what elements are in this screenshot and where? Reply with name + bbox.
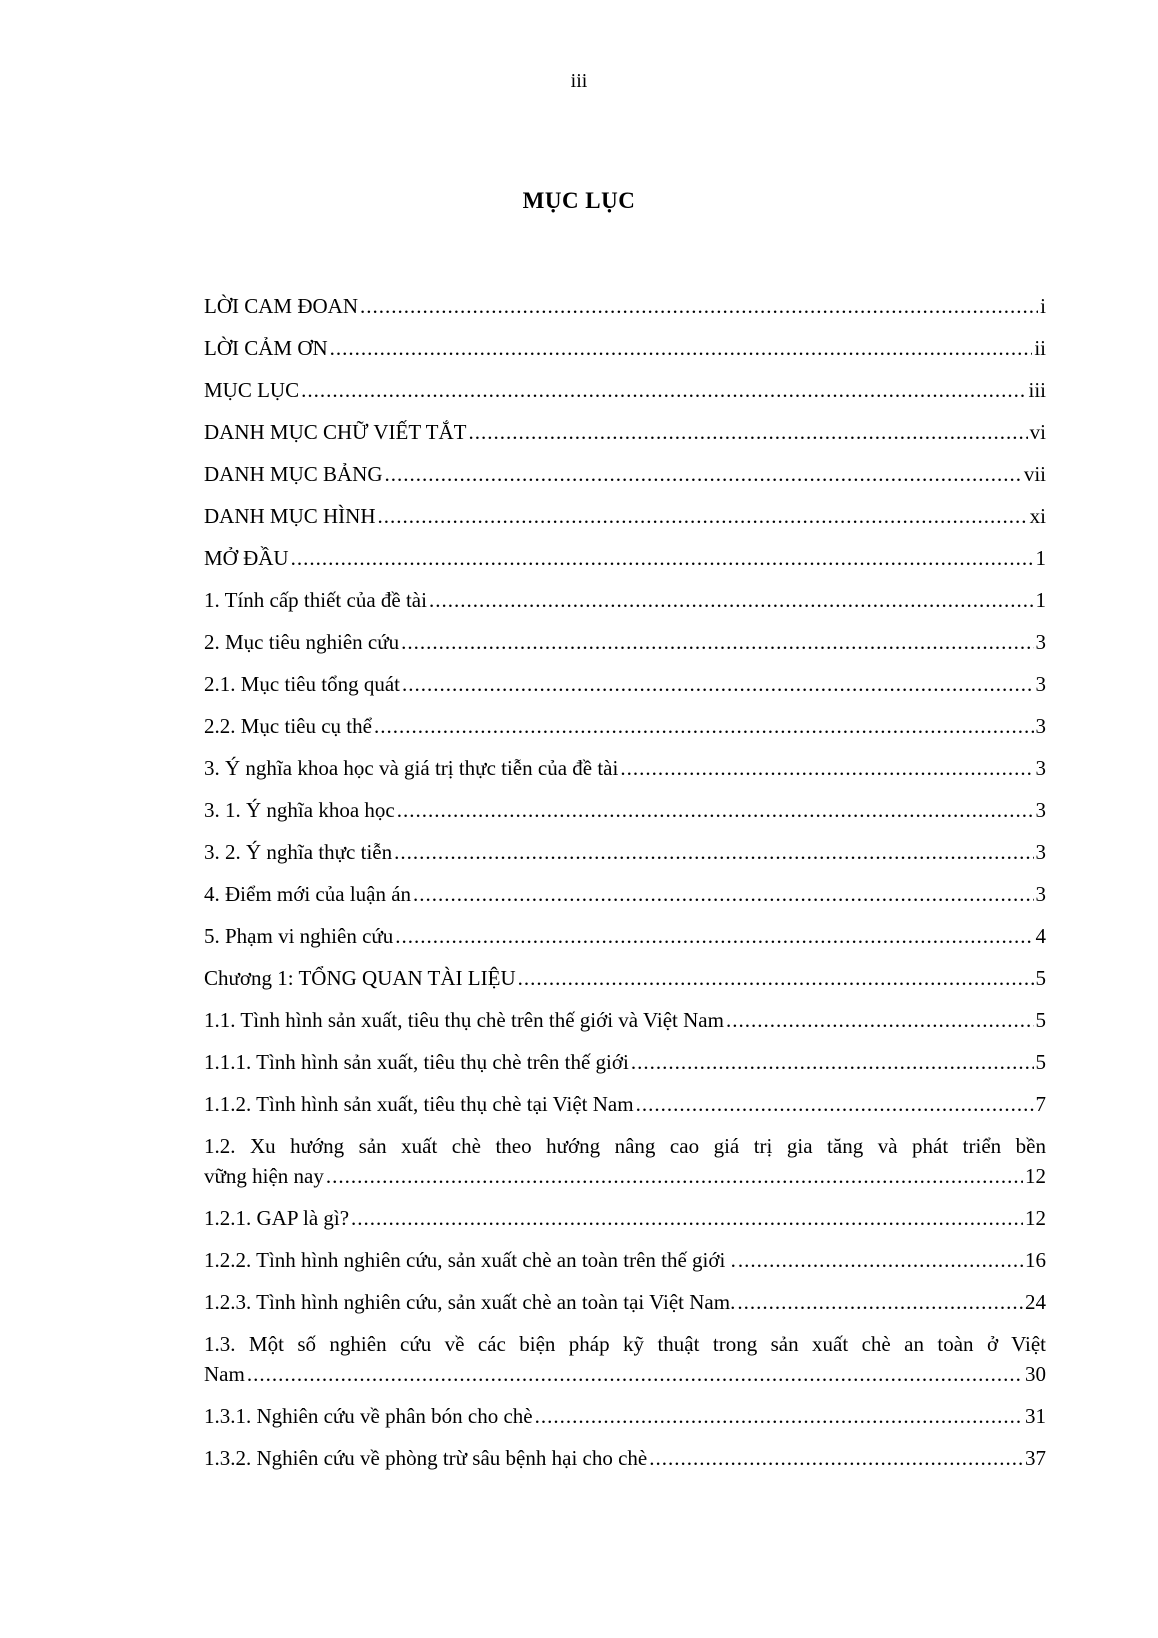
toc-entry[interactable] (204, 621, 1046, 663)
toc-entry-text: MỞ ĐẦU (204, 546, 289, 570)
toc-entry-text: DANH MỤC CHỮ VIẾT TẮT (204, 420, 467, 444)
toc-leader-dots (394, 831, 1033, 873)
toc-entry[interactable] (204, 705, 1046, 747)
toc-entry-text: LỜI CAM ĐOAN (204, 294, 358, 318)
toc-entry-text: Chương 1: TỔNG QUAN TÀI LIỆU (204, 966, 516, 990)
table-of-contents (204, 285, 1046, 1479)
toc-entry[interactable] (204, 1395, 1046, 1437)
toc-entry[interactable] (204, 915, 1046, 957)
toc-entry[interactable] (204, 579, 1046, 621)
toc-entry-text: LỜI CẢM ƠN (204, 336, 328, 360)
toc-entry-text: 1.3.1. Nghiên cứu về phân bón cho chè (204, 1404, 533, 1428)
toc-leader-dots (402, 663, 1034, 705)
toc-entry-text: 4. Điểm mới của luận án (204, 882, 412, 906)
toc-leader-dots (726, 999, 1034, 1041)
toc-entry[interactable] (204, 747, 1046, 789)
toc-entry-page: 3 (1035, 714, 1046, 738)
toc-leader-dots (649, 1437, 1023, 1479)
toc-entry[interactable] (204, 999, 1046, 1041)
toc-entry-page: 3 (1035, 630, 1046, 654)
toc-entry-text: 2.2. Mục tiêu cụ thể (204, 714, 372, 738)
toc-leader-dots (330, 327, 1033, 369)
toc-entry[interactable] (204, 453, 1046, 495)
toc-entry-text-continued: Nam (204, 1362, 245, 1386)
toc-entry-text: 1.2.1. GAP là gì? (204, 1206, 350, 1230)
toc-leader-dots (518, 957, 1034, 999)
toc-entry-text: 2.1. Mục tiêu tổng quát (204, 672, 400, 696)
toc-entry-page: 12 (1025, 1206, 1046, 1230)
toc-entry-page: 7 (1035, 1092, 1046, 1116)
toc-entry-page: 16 (1025, 1248, 1046, 1272)
toc-leader-dots (535, 1395, 1023, 1437)
toc-entry-page: 3 (1035, 840, 1046, 864)
toc-leader-dots (351, 1197, 1023, 1239)
toc-entry-page: 30 (1025, 1362, 1046, 1386)
toc-entry-text: 5. Phạm vi nghiên cứu (204, 924, 394, 948)
toc-leader-dots (429, 579, 1034, 621)
toc-entry[interactable] (204, 1197, 1046, 1239)
toc-entry-text: 2. Mục tiêu nghiên cứu (204, 630, 400, 654)
toc-leader-dots (413, 873, 1033, 915)
toc-entry-text: MỤC LỤC (204, 378, 300, 402)
toc-leader-dots (385, 453, 1022, 495)
toc-entry-page: ii (1034, 336, 1046, 360)
toc-leader-dots (395, 915, 1033, 957)
toc-entry-page: vii (1023, 462, 1046, 486)
toc-entry-page: 12 (1025, 1164, 1046, 1188)
toc-leader-dots (301, 369, 1026, 411)
toc-leader-dots (291, 537, 1034, 579)
toc-entry-page: vi (1029, 420, 1046, 444)
toc-entry-text: 1.3.2. Nghiên cứu về phòng trừ sâu bệnh hại cho chè (204, 1446, 648, 1470)
toc-leader-dots (737, 1281, 1023, 1323)
toc-entry-text: 1. Tính cấp thiết của đề tài (204, 588, 427, 612)
toc-entry-page: 24 (1025, 1290, 1046, 1314)
toc-entry-text: 1.2. Xu hướng sản xuất chè theo hướng nâng cao giá trị gia tăng và phát triển bền (204, 1134, 1046, 1158)
toc-leader-dots (636, 1083, 1034, 1125)
toc-entry[interactable] (204, 1281, 1046, 1323)
toc-entry-text: 1.2.3. Tình hình nghiên cứu, sản xuất chè an toàn tại Việt Nam. (204, 1290, 736, 1314)
toc-entry-text: DANH MỤC BẢNG (204, 462, 383, 486)
toc-entry-page: i (1040, 294, 1046, 318)
toc-entry-page: 37 (1025, 1446, 1046, 1470)
toc-entry-text: 1.2.2. Tình hình nghiên cứu, sản xuất chè an toàn trên thế giới . (204, 1248, 736, 1272)
toc-entry-page: iii (1028, 378, 1046, 402)
toc-leader-dots (620, 747, 1033, 789)
toc-entry-page: 1 (1035, 546, 1046, 570)
toc-entry-text: 1.1.2. Tình hình sản xuất, tiêu thụ chè tại Việt Nam (204, 1092, 634, 1116)
toc-entry[interactable] (204, 663, 1046, 705)
toc-entry-page: 4 (1035, 924, 1046, 948)
toc-entry-text: DANH MỤC HÌNH (204, 504, 376, 528)
toc-entry-page: 3 (1035, 798, 1046, 822)
toc-entry-text: 3. 2. Ý nghĩa thực tiễn (204, 840, 393, 864)
page-title: MỤC LỤC (522, 188, 636, 213)
toc-leader-dots (378, 495, 1028, 537)
toc-entry-text: 3. Ý nghĩa khoa học và giá trị thực tiễn của đề tài (204, 756, 619, 780)
toc-entry-page: 3 (1035, 882, 1046, 906)
toc-entry-page: 5 (1035, 966, 1046, 990)
toc-entry-page: 3 (1035, 672, 1046, 696)
toc-leader-dots (738, 1239, 1023, 1281)
toc-entry-page: 31 (1025, 1404, 1046, 1428)
toc-entry[interactable] (204, 537, 1046, 579)
toc-entry-page: 5 (1035, 1008, 1046, 1032)
toc-entry[interactable] (204, 873, 1046, 915)
toc-entry[interactable] (204, 285, 1046, 327)
toc-entry[interactable] (204, 411, 1046, 453)
page-number: iii (570, 70, 588, 92)
toc-entry-text-continued: vững hiện nay (204, 1164, 324, 1188)
toc-entry-page: 1 (1035, 588, 1046, 612)
toc-entry[interactable] (204, 1125, 1046, 1197)
toc-leader-dots (401, 621, 1033, 663)
toc-entry[interactable] (204, 1323, 1046, 1395)
toc-leader-dots (374, 705, 1034, 747)
toc-entry[interactable] (204, 369, 1046, 411)
toc-leader-dots (631, 1041, 1034, 1083)
toc-entry-text: 1.1.1. Tình hình sản xuất, tiêu thụ chè trên thế giới (204, 1050, 629, 1074)
toc-entry-text: 1.1. Tình hình sản xuất, tiêu thụ chè trên thế giới và Việt Nam (204, 1008, 724, 1032)
toc-entry[interactable] (204, 1041, 1046, 1083)
toc-entry[interactable] (204, 957, 1046, 999)
toc-entry-text: 1.3. Một số nghiên cứu về các biện pháp kỹ thuật trong sản xuất chè an toàn ở Việt (204, 1332, 1046, 1356)
toc-leader-dots (468, 411, 1027, 453)
toc-entry-text: 3. 1. Ý nghĩa khoa học (204, 798, 395, 822)
toc-entry[interactable] (204, 1437, 1046, 1479)
toc-entry[interactable] (204, 831, 1046, 873)
toc-leader-dots (397, 789, 1034, 831)
toc-entry-page: 5 (1035, 1050, 1046, 1074)
toc-entry[interactable] (204, 327, 1046, 369)
toc-entry-page: xi (1029, 504, 1046, 528)
toc-entry[interactable] (204, 1239, 1046, 1281)
toc-entry-page: 3 (1035, 756, 1046, 780)
toc-leader-dots (326, 1161, 1023, 1191)
toc-entry[interactable] (204, 495, 1046, 537)
toc-entry[interactable] (204, 789, 1046, 831)
toc-entry[interactable] (204, 1083, 1046, 1125)
toc-leader-dots (247, 1359, 1023, 1389)
toc-leader-dots (360, 285, 1038, 327)
